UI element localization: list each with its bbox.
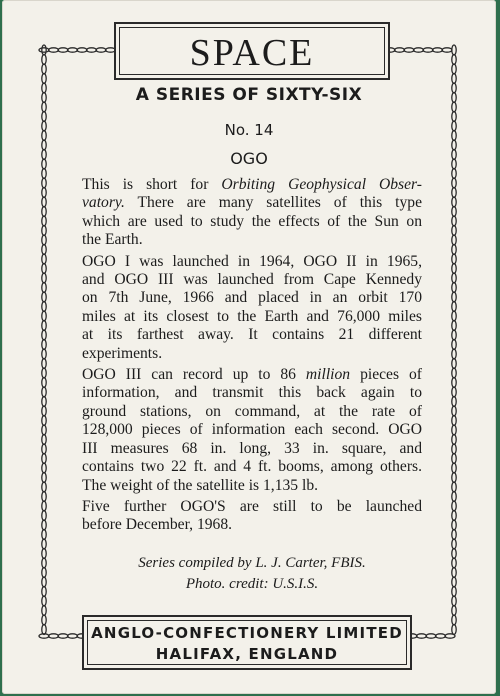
- card-number: No. 14: [224, 121, 274, 139]
- body-line: OGO III can record up to 86 million pieces of: [82, 366, 422, 384]
- body-paragraph: [82, 176, 422, 250]
- card-body-text: [82, 176, 422, 538]
- body-line: Five further OGO'S are still to be launched: [82, 497, 422, 515]
- body-line: which are used to study the effects of the Sun on: [82, 212, 422, 230]
- body-line: 128,000 pieces of information each second. OGO: [82, 421, 422, 439]
- body-line: vatory. There are many satellites of this type: [82, 194, 422, 212]
- body-line: ground stations, on command, at the rate of: [82, 402, 422, 420]
- credit-photo: Photo. credit: U.S.I.S.: [185, 576, 319, 592]
- body-line: on 7th June, 1966 and placed in an orbit 170: [82, 289, 422, 307]
- series-subtitle: A SERIES OF SIXTY-SIX: [135, 85, 363, 105]
- body-line: contains two 22 ft. and 4 ft. booms, among others.: [82, 458, 422, 476]
- body-line: OGO I was launched in 1964, OGO II in 1965,: [82, 252, 422, 270]
- body-line: The weight of the satellite is 1,135 lb.: [82, 476, 319, 494]
- publisher-name: ANGLO-CONFECTIONERY LIMITED: [91, 624, 403, 642]
- trading-card: [2, 0, 496, 694]
- body-paragraph: [82, 498, 422, 535]
- body-paragraph: [82, 366, 422, 495]
- publisher-location: HALIFAX, ENGLAND: [155, 645, 339, 663]
- credit-compiled-by: Series compiled by L. J. Carter, FBIS.: [138, 555, 366, 571]
- body-line: before December, 1968.: [82, 516, 233, 534]
- body-line: at its farthest away. It contains 21 different: [82, 326, 422, 344]
- body-line: information, and transmit this back again to: [82, 384, 422, 402]
- body-line: experiments.: [82, 344, 163, 362]
- body-paragraph: [82, 253, 422, 363]
- body-line: III measures 68 in. long, 33 in. square, and: [82, 439, 422, 457]
- body-line: and OGO III was launched from Cape Kennedy: [82, 271, 422, 289]
- publisher-box: [82, 615, 412, 670]
- body-line: This is short for Orbiting Geophysical Obser-: [82, 176, 422, 193]
- card-heading: OGO: [230, 149, 268, 168]
- body-line: the Earth.: [82, 231, 143, 249]
- title-box: [114, 22, 390, 80]
- body-line: miles at its closest to the Earth and 76,000 miles: [82, 307, 422, 325]
- card-title: SPACE: [189, 32, 315, 74]
